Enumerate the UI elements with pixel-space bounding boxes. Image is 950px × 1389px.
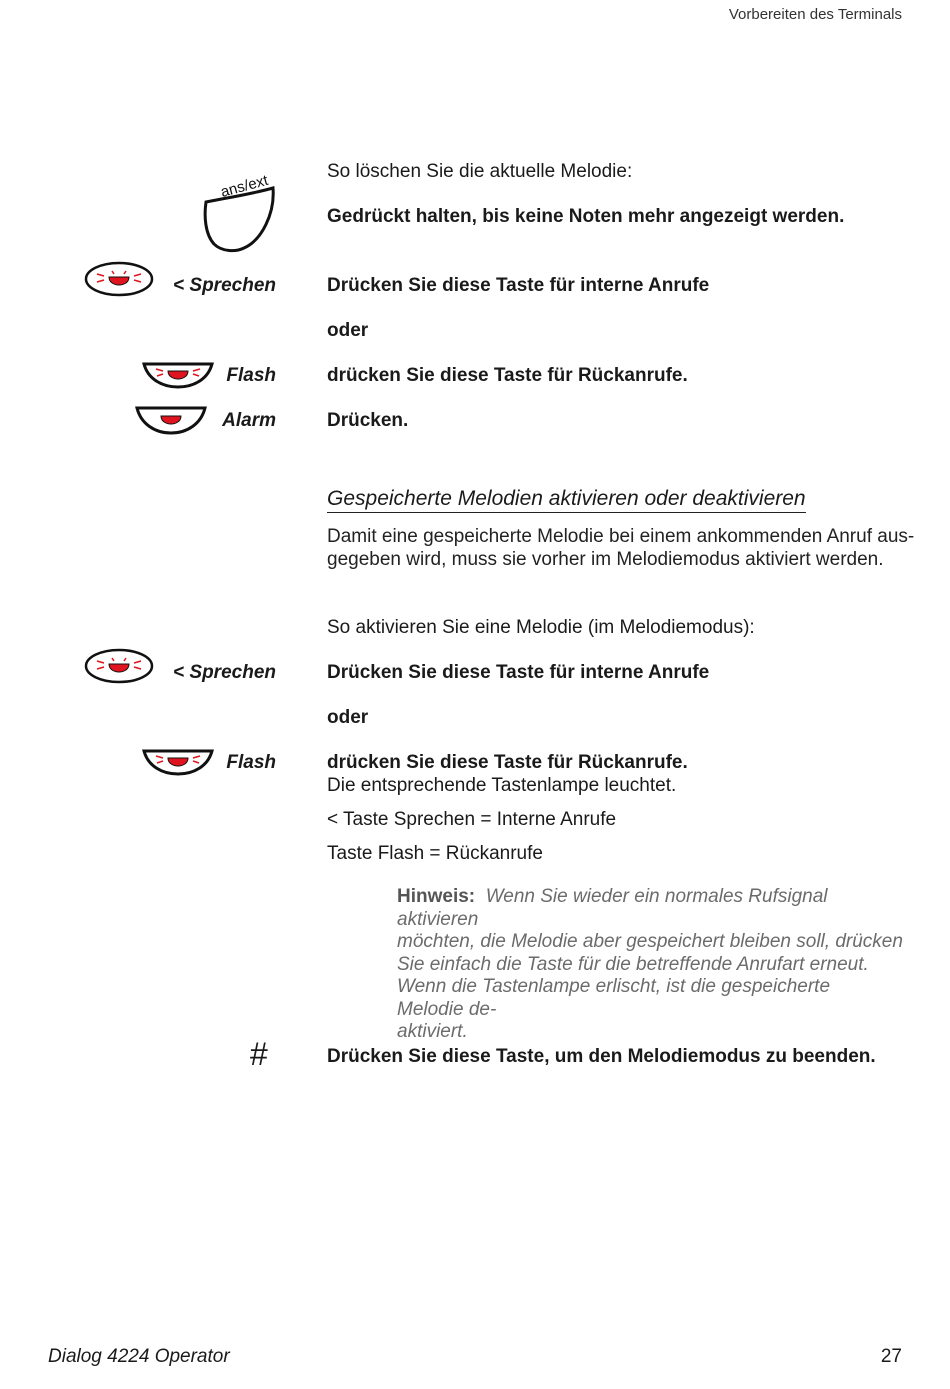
footer-product: Dialog 4224 Operator [48, 1346, 230, 1367]
oder-text: oder [327, 320, 369, 341]
note-line: möchten, die Melodie aber gespeichert bleiben soll, drücken [397, 931, 903, 952]
hash-key-icon: # [250, 1036, 268, 1072]
note-line: Sie einfach die Taste für die betreffende Anrufart erneut. [397, 953, 869, 975]
hash-instruction: Drücken Sie diese Taste, um den Melodiemodus zu beenden. [327, 1046, 876, 1067]
section1-intro: So löschen Sie die aktuelle Melodie: [327, 161, 633, 182]
note-line: Wenn die Tastenlampe erlischt, ist die gespeicherte [397, 976, 831, 997]
alarm-instruction: Drücken. [327, 410, 409, 431]
flash-instruction: drücken Sie diese Taste für Rückanrufe. [327, 365, 688, 386]
note-line: aktiviert. [397, 1021, 468, 1042]
note-line: Wenn Sie wieder ein normales Rufsignal aktivieren [397, 886, 828, 930]
flash-key-label: Flash [226, 365, 276, 386]
oder-text: oder [327, 707, 369, 728]
flash-key-label: Flash [226, 752, 276, 773]
sprechen-key-label: < Sprechen [173, 662, 276, 683]
running-header: Vorbereiten des Terminals [728, 6, 902, 23]
flash-instruction: drücken Sie diese Taste für Rückanrufe. [327, 752, 688, 773]
alarm-key-label: Alarm [222, 410, 276, 431]
key-mapping-flash: Taste Flash = Rückanrufe [327, 843, 543, 864]
paragraph-line: Damit eine gespeicherte Melodie bei einem ankommenden Anruf aus- [327, 526, 915, 547]
page-number: 27 [880, 1346, 902, 1367]
sprechen-key-label: < Sprechen [173, 275, 276, 296]
ans-ext-label: ans/ext [218, 171, 270, 201]
lamp-status-text: Die entsprechende Tastenlampe leuchtet. [327, 775, 677, 796]
sprechen-instruction: Drücken Sie diese Taste für interne Anrufe [327, 662, 710, 683]
section1-hold-instruction: Gedrückt halten, bis keine Noten mehr angezeigt werden. [327, 206, 845, 227]
note-box [397, 886, 907, 1044]
key-mapping-sprechen: < Taste Sprechen = Interne Anrufe [327, 809, 617, 830]
paragraph-line: gegeben wird, muss sie vorher im Melodiemodus aktiviert werden. [327, 549, 884, 570]
ans-ext-key-icon [200, 168, 280, 258]
section2-intro: So aktivieren Sie eine Melodie (im Melodiemodus): [327, 617, 755, 638]
note-line: Melodie de- [397, 998, 497, 1020]
section2-paragraph [327, 525, 917, 571]
sprechen-instruction: Drücken Sie diese Taste für interne Anrufe [327, 275, 710, 296]
section-heading: Gespeicherte Melodien aktivieren oder deaktivieren [327, 487, 806, 513]
note-label: Hinweis: [397, 886, 476, 907]
